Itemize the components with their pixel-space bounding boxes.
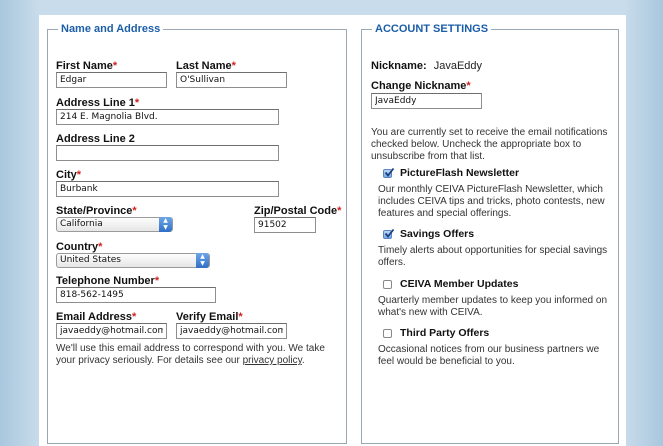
city-input[interactable] <box>56 181 279 197</box>
verify-email-input[interactable] <box>176 323 287 339</box>
first-name-label: First Name* <box>56 60 118 72</box>
state-select-value: California <box>60 219 103 229</box>
checkmark-icon <box>384 228 395 239</box>
option-desc: Quarterly member updates to keep you informed on what's new with CEIVA. <box>378 295 608 318</box>
account-settings-legend: ACCOUNT SETTINGS <box>375 23 489 35</box>
name-address-legend: Name and Address <box>61 23 161 35</box>
option-title: Savings Offers <box>400 228 475 240</box>
address2-input[interactable] <box>56 145 279 161</box>
privacy-policy-link[interactable]: privacy policy <box>242 355 302 366</box>
phone-label: Telephone Number* <box>56 275 160 287</box>
last-name-input[interactable] <box>176 72 287 88</box>
phone-input[interactable] <box>56 287 216 303</box>
form-panel <box>39 15 626 446</box>
last-name-label: Last Name* <box>176 60 236 72</box>
address1-input[interactable] <box>56 109 279 125</box>
country-select[interactable] <box>56 253 210 268</box>
select-arrows-icon: ▲ ▼ <box>196 253 209 268</box>
option-title: CEIVA Member Updates <box>400 278 519 290</box>
account-settings-section <box>361 23 619 444</box>
option-desc: Our monthly CEIVA PictureFlash Newsletter, which includes CEIVA tips and tricks, photo contests, new features and special offerings. <box>378 184 605 219</box>
name-address-section <box>47 23 347 444</box>
select-arrows-icon: ▲ ▼ <box>159 217 172 232</box>
email-input[interactable] <box>56 323 167 339</box>
nickname-label: Nickname: <box>371 60 427 72</box>
change-nickname-label: Change Nickname* <box>371 80 471 92</box>
checkmark-icon <box>384 167 395 178</box>
option-title: PictureFlash Newsletter <box>400 167 520 179</box>
address1-label: Address Line 1* <box>56 97 140 109</box>
state-label: State/Province* <box>56 205 137 217</box>
member-updates-checkbox[interactable] <box>383 280 392 289</box>
city-label: City* <box>56 169 82 181</box>
nickname-value: JavaEddy <box>433 60 483 72</box>
option-desc: Timely alerts about opportunities for special savings offers. <box>378 245 608 268</box>
change-nickname-input[interactable] <box>371 93 482 109</box>
third-party-checkbox[interactable] <box>383 329 392 338</box>
savings-offers-checkbox[interactable] <box>383 230 392 239</box>
country-select-value: United States <box>60 255 121 265</box>
country-label: Country* <box>56 241 103 253</box>
email-label: Email Address* <box>56 311 137 323</box>
option-desc: Occasional notices from our business partners we feel would be beneficial to you. <box>378 344 600 367</box>
zip-label: Zip/Postal Code* <box>254 205 342 217</box>
option-title: Third Party Offers <box>400 327 490 339</box>
nickname-row <box>371 60 482 72</box>
picture-flash-checkbox[interactable] <box>383 169 392 178</box>
first-name-input[interactable] <box>56 72 167 88</box>
notifications-intro: You are currently set to receive the email notifications checked below. Uncheck the appropriate box to unsubscribe from that list. <box>371 127 608 162</box>
verify-email-label: Verify Email* <box>176 311 243 323</box>
address2-label: Address Line 2 <box>56 133 135 145</box>
zip-input[interactable] <box>254 217 316 233</box>
privacy-note: We'll use this email address to correspond with you. We take your privacy seriously. For details see our privacy policy. <box>56 343 325 366</box>
state-select[interactable] <box>56 217 173 232</box>
